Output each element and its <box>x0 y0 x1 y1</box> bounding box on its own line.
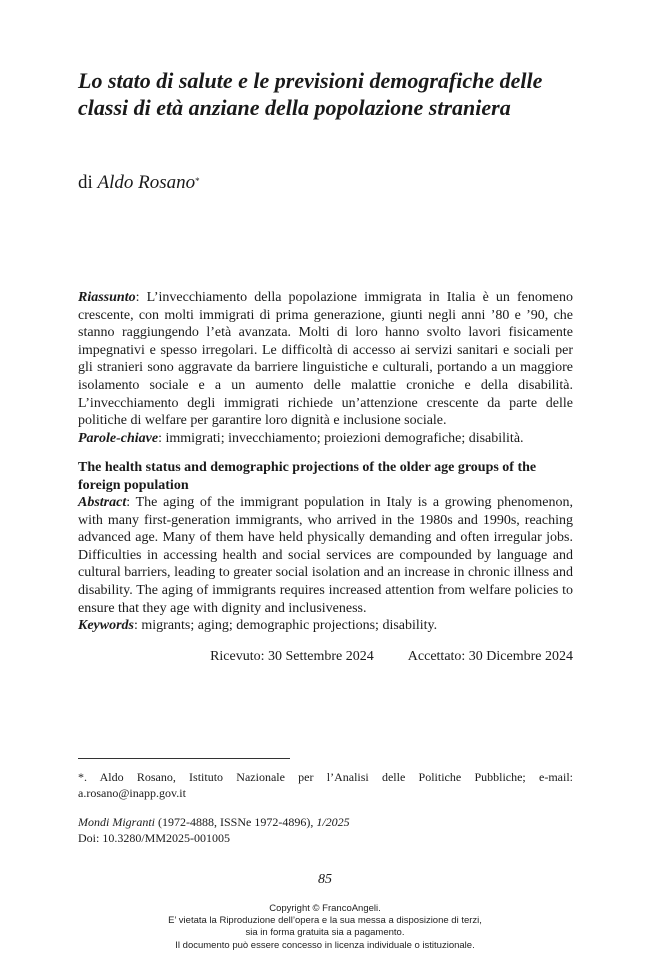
author-footnote-mark: * <box>195 176 200 186</box>
journal-issn: (1972-4888, ISSNe 1972-4896), <box>155 815 317 829</box>
abstract-english-title: The health status and demographic projections of the older age groups of the foreign population <box>78 460 537 493</box>
copyright-line-4: Il documento può essere concesso in licenza individuale o istituzionale. <box>175 939 475 951</box>
journal-issue: 1/2025 <box>316 815 350 829</box>
copyright-line-2: E’ vietata la Riproduzione dell’opera e la sua messa a disposizione di terzi, <box>168 915 482 927</box>
footnote-text: Aldo Rosano, Istituto Nazionale per l’Analisi delle Politiche Pubbliche; e-mail: a.rosano@inapp.gov.it <box>78 770 573 800</box>
submission-dates <box>210 648 573 666</box>
abstract-english <box>78 494 573 635</box>
abstract-italian <box>78 289 573 447</box>
author-line <box>78 171 200 195</box>
abstract-it-text: : L’invecchiamento della popolazione immigrata in Italia è un fenomeno crescente, con molti immigrati di prima generazione, giunti negli anni ’80 e ’90, che stanno raggiungendo l’età avanzata. Molti di loro hanno svolto lavori fisicamente impegnativi e spesso irregolari. Le difficoltà di accesso ai servizi sanitari e sociali per gli stranieri sono aggravate da barriere linguistiche e culturali, portando a un maggiore isolamento sociale e a un aumento delle malattie croniche e della disabilità. L’invecchiamento degli immigrati richiede un’attenzione crescente da parte delle politiche di welfare per garantire loro dignità e inclusione sociale. <box>78 290 573 429</box>
author-prefix: di <box>78 172 93 193</box>
article-title: Lo stato di salute e le previsioni demografiche delle classi di età anziane della popolazione straniera <box>78 68 543 120</box>
abstract-en-text: : The aging of the immigrant population in Italy is a growing phenomenon, with many first-generation immigrants, who arrived in the 1980s and 1990s, reaching advanced age. Many of them have held physically demanding and often irregular jobs. Difficulties in accessing health and social services are compounded by language and cultural barriers, leading to greater social isolation and an increase in chronic illness and disability. The aging of immigrants requires increased attention from welfare policies to ensure that they age with dignity and inclusiveness. <box>78 495 573 616</box>
keywords-it-label: Parole-chiave <box>78 430 159 446</box>
footnote-mark: *. <box>78 770 87 784</box>
journal-info <box>78 814 573 846</box>
abstract-en-label: Abstract <box>78 495 127 510</box>
keywords-it-text: : immigrati; invecchiamento; proiezioni demografiche; disabilità. <box>158 430 524 446</box>
copyright-line-1: Copyright © FrancoAngeli. <box>269 903 381 914</box>
keywords-en-text: : migrants; aging; demographic projections; disability. <box>134 618 438 634</box>
copyright-line-3: sia in forma gratuita sia a pagamento. <box>245 927 405 939</box>
accepted-date: Accettato: 30 Dicembre 2024 <box>407 649 573 664</box>
copyright-notice <box>0 903 650 952</box>
keywords-en-label: Keywords <box>78 618 134 634</box>
page-number: 85 <box>318 872 332 887</box>
author-footnote <box>78 769 573 801</box>
journal-doi: Doi: 10.3280/MM2025-001005 <box>78 831 231 845</box>
author-name: Aldo Rosano <box>97 172 196 193</box>
abstract-it-label: Riassunto <box>78 290 136 305</box>
footnote-divider <box>78 758 290 759</box>
received-date: Ricevuto: 30 Settembre 2024 <box>210 649 374 664</box>
journal-name: Mondi Migranti <box>78 815 155 829</box>
